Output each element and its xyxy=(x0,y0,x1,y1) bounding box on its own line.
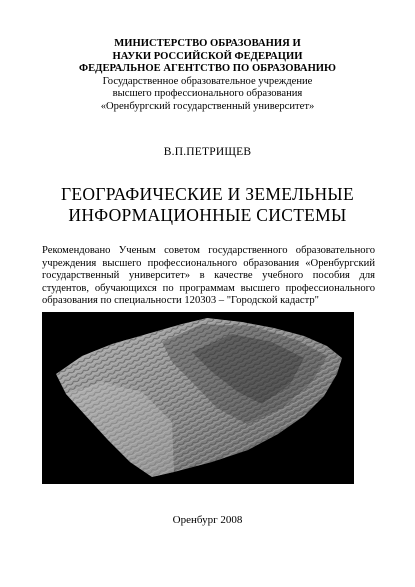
header-line: МИНИСТЕРСТВО ОБРАЗОВАНИЯ И xyxy=(114,38,301,49)
terrain-relief-image xyxy=(42,312,354,484)
title-line: ИНФОРМАЦИОННЫЕ СИСТЕМЫ xyxy=(68,205,347,225)
header-line: ФЕДЕРАЛЬНОЕ АГЕНТСТВО ПО ОБРАЗОВАНИЮ xyxy=(79,63,336,75)
terrain-relief-icon xyxy=(42,312,354,484)
author-name: В.П.ПЕТРИЩЕВ xyxy=(163,146,252,158)
header-line: высшего профессионального образования xyxy=(112,88,303,100)
publication-place-year: Оренбург 2008 xyxy=(172,514,243,526)
title-line: ГЕОГРАФИЧЕСКИЕ И ЗЕМЕЛЬНЫЕ xyxy=(61,184,354,204)
institution-header xyxy=(0,38,415,114)
recommendation-text: Рекомендовано Ученым советом государственного образовательного учреждения высшего профессионального образования «Оренбургский государственный университет» в качестве учебного пособия для студентов, обучающихся по программам высшего профессионального образования по специальности 120303 – "Городской кадастр" xyxy=(42,245,375,307)
header-line: Государственное образовательное учреждение xyxy=(102,75,313,87)
header-line: «Оренбургский государственный университет» xyxy=(100,100,315,112)
book-title xyxy=(0,184,415,226)
header-line: НАУКИ РОССИЙСКОЙ ФЕДЕРАЦИИ xyxy=(112,50,303,62)
